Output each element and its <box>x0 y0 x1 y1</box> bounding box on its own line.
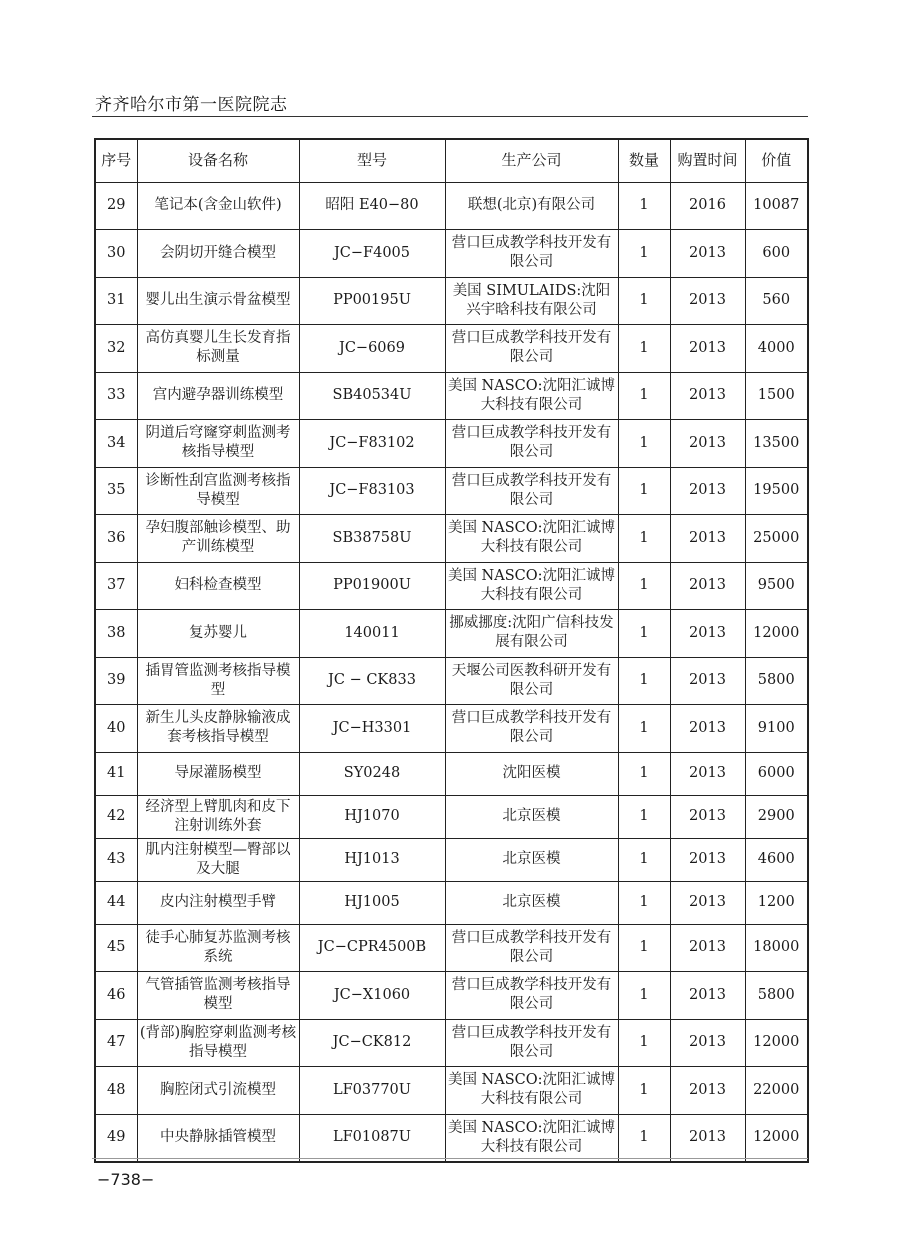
column-header: 购置时间 <box>670 139 745 182</box>
serial-number-cell: 37 <box>95 562 137 610</box>
table-row <box>95 325 808 373</box>
device-name-cell: 宫内避孕器训练模型 <box>137 372 299 420</box>
purchase-year-cell: 2013 <box>670 515 745 563</box>
value-cell: 13500 <box>745 420 808 468</box>
purchase-year-cell: 2013 <box>670 657 745 705</box>
table-row <box>95 657 808 705</box>
column-header: 型号 <box>299 139 445 182</box>
column-header: 价值 <box>745 139 808 182</box>
value-cell: 600 <box>745 230 808 278</box>
value-cell: 5800 <box>745 972 808 1020</box>
equipment-table <box>94 138 809 1163</box>
column-header: 序号 <box>95 139 137 182</box>
manufacturer-cell: 联想(北京)有限公司 <box>445 182 618 230</box>
value-cell: 9500 <box>745 562 808 610</box>
model-cell: PP01900U <box>299 562 445 610</box>
table-row <box>95 420 808 468</box>
value-cell: 6000 <box>745 752 808 795</box>
device-name-cell: 中央静脉插管模型 <box>137 1114 299 1162</box>
purchase-year-cell: 2013 <box>670 795 745 838</box>
table-row <box>95 230 808 278</box>
quantity-cell: 1 <box>618 467 670 515</box>
value-cell: 22000 <box>745 1067 808 1115</box>
quantity-cell: 1 <box>618 752 670 795</box>
table-row <box>95 881 808 924</box>
manufacturer-cell: 营口巨成教学科技开发有限公司 <box>445 924 618 972</box>
device-name-cell: 新生儿头皮静脉输液成套考核指导模型 <box>137 705 299 753</box>
table-row <box>95 1019 808 1067</box>
serial-number-cell: 36 <box>95 515 137 563</box>
value-cell: 1200 <box>745 881 808 924</box>
device-name-cell: 肌内注射模型—臀部以及大腿 <box>137 838 299 881</box>
manufacturer-cell: 天堰公司医教科研开发有限公司 <box>445 657 618 705</box>
device-name-cell: 婴儿出生演示骨盆模型 <box>137 277 299 325</box>
quantity-cell: 1 <box>618 795 670 838</box>
quantity-cell: 1 <box>618 182 670 230</box>
serial-number-cell: 49 <box>95 1114 137 1162</box>
model-cell: SB40534U <box>299 372 445 420</box>
table-row <box>95 562 808 610</box>
manufacturer-cell: 美国 NASCO:沈阳汇诚博大科技有限公司 <box>445 1067 618 1115</box>
model-cell: JC−H3301 <box>299 705 445 753</box>
purchase-year-cell: 2013 <box>670 230 745 278</box>
serial-number-cell: 40 <box>95 705 137 753</box>
model-cell: 140011 <box>299 610 445 658</box>
purchase-year-cell: 2013 <box>670 1067 745 1115</box>
serial-number-cell: 48 <box>95 1067 137 1115</box>
purchase-year-cell: 2013 <box>670 924 745 972</box>
quantity-cell: 1 <box>618 277 670 325</box>
model-cell: HJ1013 <box>299 838 445 881</box>
model-cell: 昭阳 E40−80 <box>299 182 445 230</box>
device-name-cell: 导尿灌肠模型 <box>137 752 299 795</box>
manufacturer-cell: 沈阳医模 <box>445 752 618 795</box>
device-name-cell: 高仿真婴儿生长发育指标测量 <box>137 325 299 373</box>
serial-number-cell: 35 <box>95 467 137 515</box>
quantity-cell: 1 <box>618 562 670 610</box>
table-row <box>95 1114 808 1162</box>
table-row <box>95 972 808 1020</box>
value-cell: 10087 <box>745 182 808 230</box>
quantity-cell: 1 <box>618 924 670 972</box>
serial-number-cell: 41 <box>95 752 137 795</box>
serial-number-cell: 42 <box>95 795 137 838</box>
purchase-year-cell: 2013 <box>670 1114 745 1162</box>
manufacturer-cell: 营口巨成教学科技开发有限公司 <box>445 1019 618 1067</box>
value-cell: 1500 <box>745 372 808 420</box>
quantity-cell: 1 <box>618 972 670 1020</box>
device-name-cell: 插胃管监测考核指导模型 <box>137 657 299 705</box>
purchase-year-cell: 2013 <box>670 372 745 420</box>
model-cell: JC−CPR4500B <box>299 924 445 972</box>
model-cell: SB38758U <box>299 515 445 563</box>
column-header: 生产公司 <box>445 139 618 182</box>
table-row <box>95 467 808 515</box>
quantity-cell: 1 <box>618 657 670 705</box>
page-number: −738− <box>97 1170 155 1189</box>
quantity-cell: 1 <box>618 705 670 753</box>
value-cell: 5800 <box>745 657 808 705</box>
model-cell: JC−X1060 <box>299 972 445 1020</box>
model-cell: JC−6069 <box>299 325 445 373</box>
value-cell: 19500 <box>745 467 808 515</box>
value-cell: 25000 <box>745 515 808 563</box>
model-cell: JC−F83102 <box>299 420 445 468</box>
device-name-cell: 徒手心肺复苏监测考核系统 <box>137 924 299 972</box>
quantity-cell: 1 <box>618 1019 670 1067</box>
table-row <box>95 277 808 325</box>
column-header: 设备名称 <box>137 139 299 182</box>
purchase-year-cell: 2013 <box>670 610 745 658</box>
purchase-year-cell: 2013 <box>670 752 745 795</box>
device-name-cell: 笔记本(含金山软件) <box>137 182 299 230</box>
quantity-cell: 1 <box>618 838 670 881</box>
device-name-cell: 皮内注射模型手臂 <box>137 881 299 924</box>
quantity-cell: 1 <box>618 420 670 468</box>
model-cell: PP00195U <box>299 277 445 325</box>
manufacturer-cell: 美国 NASCO:沈阳汇诚博大科技有限公司 <box>445 515 618 563</box>
device-name-cell: 复苏婴儿 <box>137 610 299 658</box>
value-cell: 560 <box>745 277 808 325</box>
quantity-cell: 1 <box>618 1067 670 1115</box>
quantity-cell: 1 <box>618 325 670 373</box>
purchase-year-cell: 2013 <box>670 972 745 1020</box>
table-header <box>95 139 808 182</box>
purchase-year-cell: 2013 <box>670 467 745 515</box>
value-cell: 18000 <box>745 924 808 972</box>
model-cell: HJ1070 <box>299 795 445 838</box>
page-header-title: 齐齐哈尔市第一医院院志 <box>95 95 288 115</box>
purchase-year-cell: 2013 <box>670 420 745 468</box>
manufacturer-cell: 美国 NASCO:沈阳汇诚博大科技有限公司 <box>445 562 618 610</box>
value-cell: 9100 <box>745 705 808 753</box>
value-cell: 12000 <box>745 1114 808 1162</box>
header-divider <box>92 116 808 117</box>
serial-number-cell: 44 <box>95 881 137 924</box>
model-cell: LF01087U <box>299 1114 445 1162</box>
purchase-year-cell: 2013 <box>670 1019 745 1067</box>
device-name-cell: 诊断性刮宫监测考核指导模型 <box>137 467 299 515</box>
purchase-year-cell: 2013 <box>670 562 745 610</box>
table-row <box>95 372 808 420</box>
table-row <box>95 1067 808 1115</box>
purchase-year-cell: 2013 <box>670 277 745 325</box>
model-cell: JC−F83103 <box>299 467 445 515</box>
manufacturer-cell: 北京医模 <box>445 838 618 881</box>
manufacturer-cell: 美国 SIMULAIDS:沈阳兴宇晗科技有限公司 <box>445 277 618 325</box>
purchase-year-cell: 2013 <box>670 838 745 881</box>
serial-number-cell: 43 <box>95 838 137 881</box>
model-cell: SY0248 <box>299 752 445 795</box>
value-cell: 4600 <box>745 838 808 881</box>
purchase-year-cell: 2013 <box>670 325 745 373</box>
serial-number-cell: 39 <box>95 657 137 705</box>
footer-divider <box>92 1158 808 1159</box>
table-body <box>95 182 808 1162</box>
manufacturer-cell: 营口巨成教学科技开发有限公司 <box>445 420 618 468</box>
table-header-row <box>95 139 808 182</box>
table-row <box>95 705 808 753</box>
model-cell: JC−F4005 <box>299 230 445 278</box>
purchase-year-cell: 2013 <box>670 881 745 924</box>
serial-number-cell: 32 <box>95 325 137 373</box>
model-cell: HJ1005 <box>299 881 445 924</box>
manufacturer-cell: 挪威挪度:沈阳广信科技发展有限公司 <box>445 610 618 658</box>
serial-number-cell: 29 <box>95 182 137 230</box>
quantity-cell: 1 <box>618 881 670 924</box>
value-cell: 12000 <box>745 610 808 658</box>
serial-number-cell: 34 <box>95 420 137 468</box>
serial-number-cell: 45 <box>95 924 137 972</box>
table-row <box>95 924 808 972</box>
device-name-cell: (背部)胸腔穿刺监测考核指导模型 <box>137 1019 299 1067</box>
serial-number-cell: 30 <box>95 230 137 278</box>
manufacturer-cell: 美国 NASCO:沈阳汇诚博大科技有限公司 <box>445 1114 618 1162</box>
manufacturer-cell: 北京医模 <box>445 881 618 924</box>
purchase-year-cell: 2013 <box>670 705 745 753</box>
device-name-cell: 孕妇腹部触诊模型、助产训练模型 <box>137 515 299 563</box>
manufacturer-cell: 营口巨成教学科技开发有限公司 <box>445 972 618 1020</box>
serial-number-cell: 31 <box>95 277 137 325</box>
manufacturer-cell: 营口巨成教学科技开发有限公司 <box>445 325 618 373</box>
manufacturer-cell: 美国 NASCO:沈阳汇诚博大科技有限公司 <box>445 372 618 420</box>
manufacturer-cell: 营口巨成教学科技开发有限公司 <box>445 467 618 515</box>
manufacturer-cell: 北京医模 <box>445 795 618 838</box>
serial-number-cell: 38 <box>95 610 137 658</box>
table-row <box>95 182 808 230</box>
value-cell: 12000 <box>745 1019 808 1067</box>
quantity-cell: 1 <box>618 515 670 563</box>
model-cell: LF03770U <box>299 1067 445 1115</box>
table-row <box>95 752 808 795</box>
table-row <box>95 838 808 881</box>
quantity-cell: 1 <box>618 610 670 658</box>
table-row <box>95 795 808 838</box>
table-row <box>95 515 808 563</box>
serial-number-cell: 47 <box>95 1019 137 1067</box>
device-name-cell: 会阴切开缝合模型 <box>137 230 299 278</box>
manufacturer-cell: 营口巨成教学科技开发有限公司 <box>445 230 618 278</box>
device-name-cell: 阴道后穹窿穿刺监测考核指导模型 <box>137 420 299 468</box>
device-name-cell: 经济型上臂肌肉和皮下注射训练外套 <box>137 795 299 838</box>
purchase-year-cell: 2016 <box>670 182 745 230</box>
device-name-cell: 气管插管监测考核指导模型 <box>137 972 299 1020</box>
value-cell: 4000 <box>745 325 808 373</box>
serial-number-cell: 33 <box>95 372 137 420</box>
model-cell: JC − CK833 <box>299 657 445 705</box>
column-header: 数量 <box>618 139 670 182</box>
manufacturer-cell: 营口巨成教学科技开发有限公司 <box>445 705 618 753</box>
device-name-cell: 胸腔闭式引流模型 <box>137 1067 299 1115</box>
quantity-cell: 1 <box>618 1114 670 1162</box>
quantity-cell: 1 <box>618 230 670 278</box>
value-cell: 2900 <box>745 795 808 838</box>
quantity-cell: 1 <box>618 372 670 420</box>
device-name-cell: 妇科检查模型 <box>137 562 299 610</box>
serial-number-cell: 46 <box>95 972 137 1020</box>
table-row <box>95 610 808 658</box>
model-cell: JC−CK812 <box>299 1019 445 1067</box>
